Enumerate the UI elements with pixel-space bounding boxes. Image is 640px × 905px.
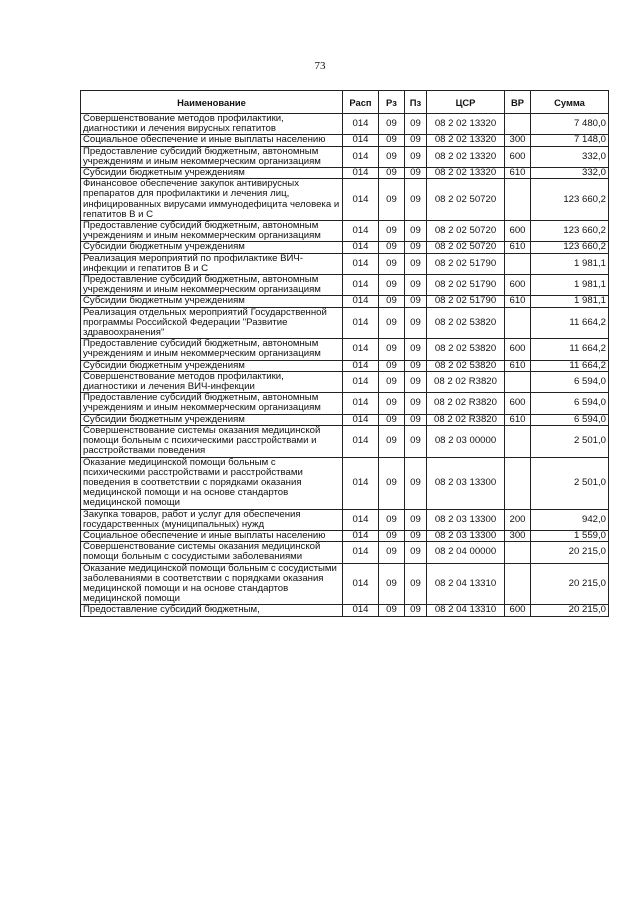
cell-pz: 09 <box>405 371 427 392</box>
cell-pz: 09 <box>405 168 427 179</box>
cell-pz: 09 <box>405 179 427 221</box>
cell-rasp: 014 <box>343 360 379 371</box>
table-row <box>81 371 609 392</box>
cell-vr: 300 <box>505 135 531 146</box>
cell-sum: 1 559,0 <box>531 530 609 541</box>
cell-vr: 600 <box>505 393 531 414</box>
table-row <box>81 179 609 221</box>
page-number: 73 <box>314 60 326 72</box>
cell-sum: 6 594,0 <box>531 414 609 425</box>
cell-csr: 08 2 02 51790 <box>427 275 505 296</box>
cell-csr: 08 2 02 50720 <box>427 221 505 242</box>
cell-name: Совершенствование системы оказания медицинской помощи больным с сосудистыми заболеваниями <box>81 542 343 563</box>
cell-rz: 09 <box>379 114 405 135</box>
cell-csr: 08 2 02 13320 <box>427 146 505 167</box>
cell-vr: 610 <box>505 168 531 179</box>
cell-rz: 09 <box>379 221 405 242</box>
cell-sum: 332,0 <box>531 168 609 179</box>
cell-rz: 09 <box>379 146 405 167</box>
cell-name: Социальное обеспечение и иные выплаты населению <box>81 135 343 146</box>
cell-pz: 09 <box>405 135 427 146</box>
cell-rz: 09 <box>379 275 405 296</box>
cell-pz: 09 <box>405 360 427 371</box>
cell-name: Оказание медицинской помощи больным с сосудистыми заболеваниями в соответствии с порядками оказания медицинской помощи и на основе стандартов медицинской помощи <box>81 563 343 605</box>
cell-vr <box>505 371 531 392</box>
cell-rz: 09 <box>379 457 405 509</box>
table-row <box>81 393 609 414</box>
cell-name: Совершенствование методов профилактики, диагностики и лечения ВИЧ-инфекции <box>81 371 343 392</box>
cell-csr: 08 2 03 00000 <box>427 425 505 457</box>
cell-rz: 09 <box>379 179 405 221</box>
cell-rasp: 014 <box>343 253 379 274</box>
cell-rasp: 014 <box>343 414 379 425</box>
cell-vr: 610 <box>505 242 531 253</box>
cell-pz: 09 <box>405 146 427 167</box>
table-row <box>81 275 609 296</box>
cell-csr: 08 2 02 50720 <box>427 179 505 221</box>
cell-rz: 09 <box>379 371 405 392</box>
cell-vr <box>505 563 531 605</box>
cell-csr: 08 2 02 50720 <box>427 242 505 253</box>
cell-rasp: 014 <box>343 457 379 509</box>
cell-sum: 123 660,2 <box>531 179 609 221</box>
cell-rasp: 014 <box>343 114 379 135</box>
cell-name: Реализация отдельных мероприятий Государственной программы Российской Федерации "Развитие здравоохранения" <box>81 307 343 339</box>
cell-pz: 09 <box>405 296 427 307</box>
table-row <box>81 307 609 339</box>
cell-sum: 123 660,2 <box>531 242 609 253</box>
cell-vr: 610 <box>505 414 531 425</box>
cell-pz: 09 <box>405 457 427 509</box>
cell-sum: 7 480,0 <box>531 114 609 135</box>
cell-rz: 09 <box>379 339 405 360</box>
cell-pz: 09 <box>405 242 427 253</box>
cell-sum: 123 660,2 <box>531 221 609 242</box>
table-row <box>81 339 609 360</box>
cell-rasp: 014 <box>343 307 379 339</box>
cell-pz: 09 <box>405 605 427 616</box>
cell-sum: 2 501,0 <box>531 457 609 509</box>
cell-vr <box>505 179 531 221</box>
cell-rz: 09 <box>379 414 405 425</box>
cell-sum: 2 501,0 <box>531 425 609 457</box>
cell-pz: 09 <box>405 221 427 242</box>
cell-vr <box>505 253 531 274</box>
cell-name: Субсидии бюджетным учреждениям <box>81 168 343 179</box>
cell-rz: 09 <box>379 242 405 253</box>
cell-pz: 09 <box>405 542 427 563</box>
cell-csr: 08 2 02 R3820 <box>427 393 505 414</box>
cell-sum: 6 594,0 <box>531 393 609 414</box>
cell-name: Реализация мероприятий по профилактике ВИЧ-инфекции и гепатитов В и С <box>81 253 343 274</box>
cell-rasp: 014 <box>343 393 379 414</box>
cell-name: Субсидии бюджетным учреждениям <box>81 296 343 307</box>
cell-vr <box>505 457 531 509</box>
cell-sum: 6 594,0 <box>531 371 609 392</box>
cell-rasp: 014 <box>343 179 379 221</box>
cell-rasp: 014 <box>343 509 379 530</box>
table-row <box>81 425 609 457</box>
cell-name: Субсидии бюджетным учреждениям <box>81 360 343 371</box>
cell-rasp: 014 <box>343 425 379 457</box>
cell-csr: 08 2 02 R3820 <box>427 414 505 425</box>
cell-vr: 600 <box>505 146 531 167</box>
table-row <box>81 414 609 425</box>
table-row <box>81 605 609 616</box>
cell-vr <box>505 425 531 457</box>
cell-rasp: 014 <box>343 242 379 253</box>
header-csr: ЦСР <box>427 91 505 114</box>
cell-rz: 09 <box>379 509 405 530</box>
cell-rasp: 014 <box>343 542 379 563</box>
cell-sum: 11 664,2 <box>531 339 609 360</box>
cell-name: Субсидии бюджетным учреждениям <box>81 242 343 253</box>
cell-name: Субсидии бюджетным учреждениям <box>81 414 343 425</box>
cell-sum: 20 215,0 <box>531 605 609 616</box>
cell-csr: 08 2 03 13300 <box>427 457 505 509</box>
table-row <box>81 135 609 146</box>
header-rz: Рз <box>379 91 405 114</box>
cell-name: Оказание медицинской помощи больным с психическими расстройствами и расстройствами поведения в соответствии с порядками оказания медицинской помощи и на основе стандартов медицинской помощи <box>81 457 343 509</box>
table-row <box>81 253 609 274</box>
cell-pz: 09 <box>405 275 427 296</box>
cell-name: Предоставление субсидий бюджетным, автономным учреждениям и иным некоммерческим организациям <box>81 339 343 360</box>
cell-rasp: 014 <box>343 563 379 605</box>
cell-vr: 600 <box>505 221 531 242</box>
cell-rasp: 014 <box>343 296 379 307</box>
cell-vr: 600 <box>505 275 531 296</box>
cell-sum: 1 981,1 <box>531 296 609 307</box>
cell-pz: 09 <box>405 414 427 425</box>
cell-sum: 7 148,0 <box>531 135 609 146</box>
cell-rz: 09 <box>379 530 405 541</box>
cell-csr: 08 2 02 13320 <box>427 168 505 179</box>
cell-name: Предоставление субсидий бюджетным, автономным учреждениям и иным некоммерческим организациям <box>81 393 343 414</box>
table-row <box>81 242 609 253</box>
cell-csr: 08 2 02 53820 <box>427 360 505 371</box>
cell-pz: 09 <box>405 425 427 457</box>
cell-rz: 09 <box>379 360 405 371</box>
header-sum: Сумма <box>531 91 609 114</box>
cell-rasp: 014 <box>343 371 379 392</box>
cell-name: Закупка товаров, работ и услуг для обеспечения государственных (муниципальных) нужд <box>81 509 343 530</box>
cell-sum: 20 215,0 <box>531 563 609 605</box>
cell-sum: 332,0 <box>531 146 609 167</box>
cell-rz: 09 <box>379 542 405 563</box>
cell-rasp: 014 <box>343 605 379 616</box>
cell-pz: 09 <box>405 114 427 135</box>
cell-vr <box>505 542 531 563</box>
header-name: Наименование <box>81 91 343 114</box>
cell-csr: 08 2 02 53820 <box>427 339 505 360</box>
cell-pz: 09 <box>405 530 427 541</box>
cell-sum: 1 981,1 <box>531 275 609 296</box>
cell-pz: 09 <box>405 509 427 530</box>
cell-vr: 200 <box>505 509 531 530</box>
header-rasp: Расп <box>343 91 379 114</box>
cell-csr: 08 2 04 00000 <box>427 542 505 563</box>
cell-name: Предоставление субсидий бюджетным, автономным учреждениям и иным некоммерческим организациям <box>81 221 343 242</box>
cell-rasp: 014 <box>343 146 379 167</box>
cell-csr: 08 2 02 R3820 <box>427 371 505 392</box>
cell-name: Совершенствование методов профилактики, диагностики и лечения вирусных гепатитов <box>81 114 343 135</box>
cell-rasp: 014 <box>343 530 379 541</box>
table-row <box>81 146 609 167</box>
cell-sum: 1 981,1 <box>531 253 609 274</box>
header-pz: Пз <box>405 91 427 114</box>
cell-csr: 08 2 02 13320 <box>427 114 505 135</box>
cell-vr: 300 <box>505 530 531 541</box>
table-row <box>81 530 609 541</box>
cell-pz: 09 <box>405 339 427 360</box>
cell-name: Финансовое обеспечение закупок антивирусных препаратов для профилактики и лечения лиц, инфицированных вирусами иммунодефицита человека и гепатитов В и С <box>81 179 343 221</box>
table-row <box>81 296 609 307</box>
cell-csr: 08 2 02 53820 <box>427 307 505 339</box>
table-row <box>81 509 609 530</box>
cell-csr: 08 2 04 13310 <box>427 563 505 605</box>
cell-pz: 09 <box>405 253 427 274</box>
cell-vr <box>505 307 531 339</box>
table-header-row <box>81 91 609 114</box>
cell-rasp: 014 <box>343 275 379 296</box>
cell-sum: 11 664,2 <box>531 360 609 371</box>
table-row <box>81 114 609 135</box>
cell-name: Предоставление субсидий бюджетным, автономным учреждениям и иным некоммерческим организациям <box>81 275 343 296</box>
table-body <box>81 114 609 617</box>
cell-rasp: 014 <box>343 221 379 242</box>
table-row <box>81 542 609 563</box>
cell-csr: 08 2 02 51790 <box>427 296 505 307</box>
cell-rz: 09 <box>379 296 405 307</box>
cell-sum: 11 664,2 <box>531 307 609 339</box>
cell-vr: 610 <box>505 296 531 307</box>
cell-name: Предоставление субсидий бюджетным, автономным учреждениям и иным некоммерческим организациям <box>81 146 343 167</box>
cell-rz: 09 <box>379 168 405 179</box>
cell-vr: 600 <box>505 339 531 360</box>
cell-sum: 942,0 <box>531 509 609 530</box>
cell-csr: 08 2 03 13300 <box>427 509 505 530</box>
cell-rz: 09 <box>379 563 405 605</box>
cell-vr: 600 <box>505 605 531 616</box>
table-row <box>81 563 609 605</box>
cell-csr: 08 2 02 51790 <box>427 253 505 274</box>
cell-name: Совершенствование системы оказания медицинской помощи больным с психическими расстройствами и расстройствами поведения <box>81 425 343 457</box>
cell-rz: 09 <box>379 135 405 146</box>
cell-sum: 20 215,0 <box>531 542 609 563</box>
cell-rz: 09 <box>379 307 405 339</box>
cell-rasp: 014 <box>343 135 379 146</box>
table-row <box>81 360 609 371</box>
cell-rasp: 014 <box>343 339 379 360</box>
cell-rasp: 014 <box>343 168 379 179</box>
cell-vr <box>505 114 531 135</box>
cell-csr: 08 2 02 13320 <box>427 135 505 146</box>
header-vr: ВР <box>505 91 531 114</box>
cell-rz: 09 <box>379 425 405 457</box>
budget-table <box>80 90 609 617</box>
cell-name: Социальное обеспечение и иные выплаты населению <box>81 530 343 541</box>
table-row <box>81 457 609 509</box>
cell-pz: 09 <box>405 307 427 339</box>
cell-csr: 08 2 03 13300 <box>427 530 505 541</box>
table-row <box>81 168 609 179</box>
cell-rz: 09 <box>379 253 405 274</box>
cell-vr: 610 <box>505 360 531 371</box>
cell-rz: 09 <box>379 393 405 414</box>
cell-csr: 08 2 04 13310 <box>427 605 505 616</box>
cell-rz: 09 <box>379 605 405 616</box>
table-row <box>81 221 609 242</box>
cell-pz: 09 <box>405 563 427 605</box>
cell-pz: 09 <box>405 393 427 414</box>
cell-name: Предоставление субсидий бюджетным, <box>81 605 343 616</box>
